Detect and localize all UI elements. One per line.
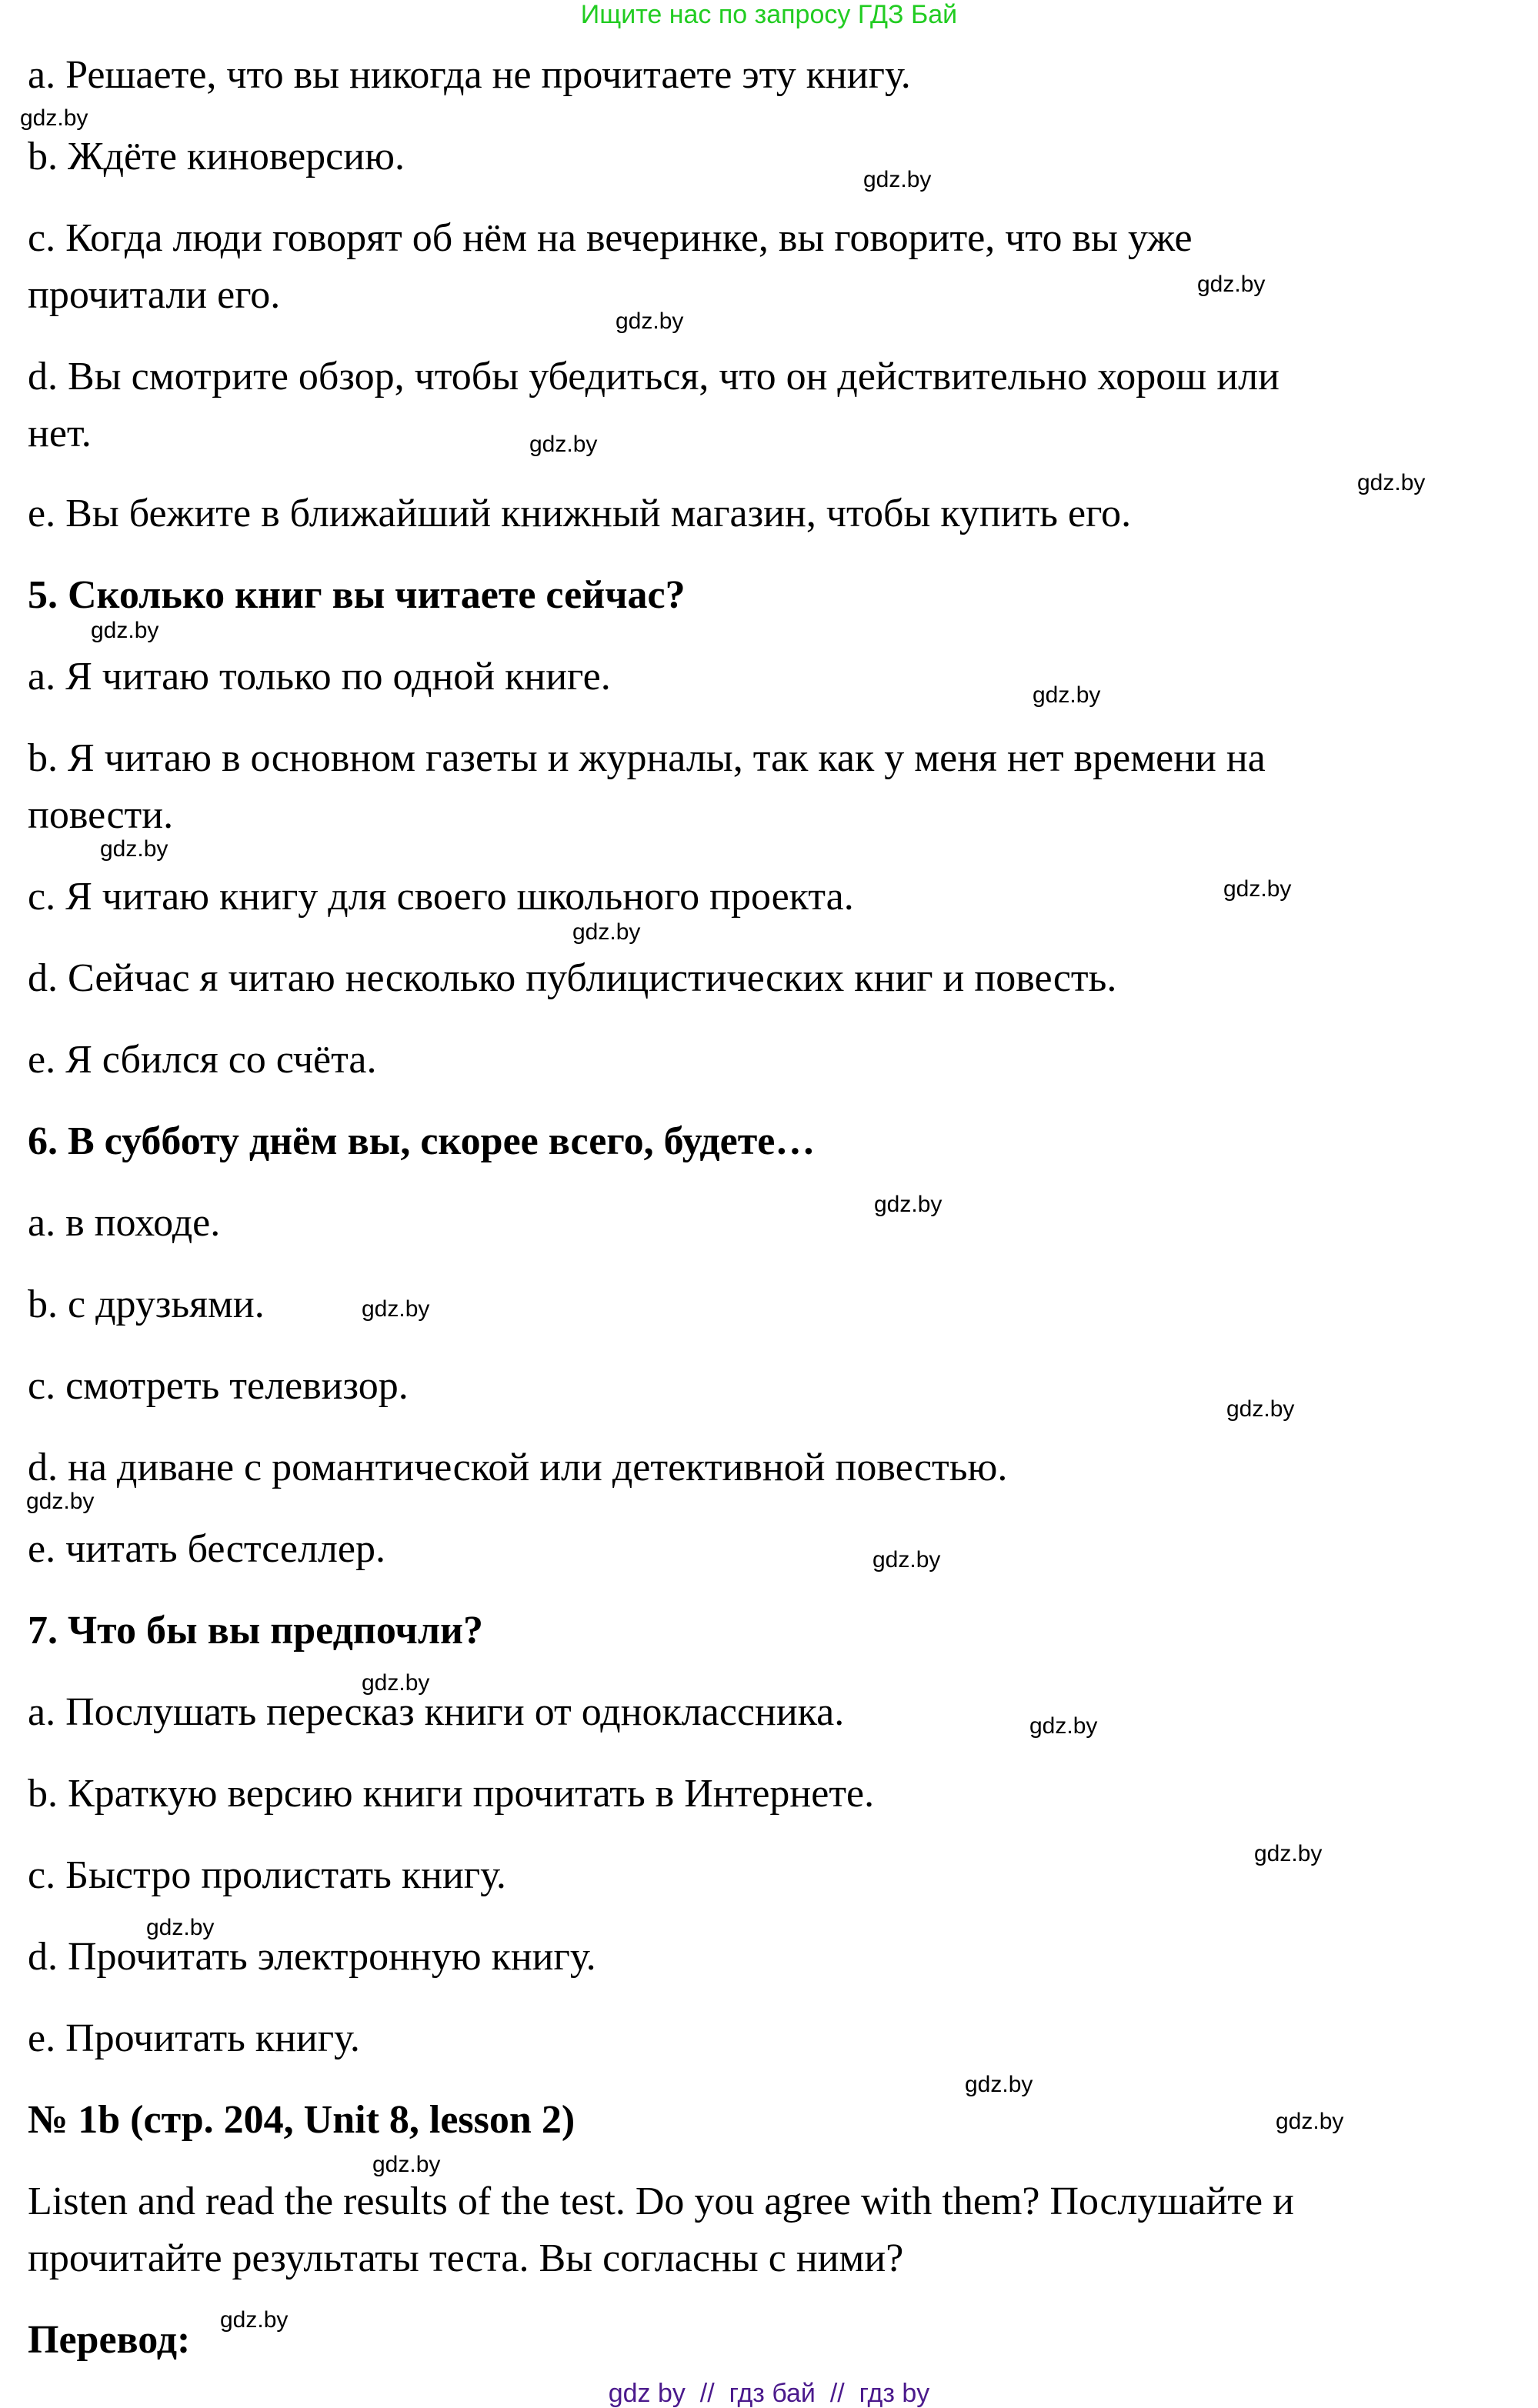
text-line: прочитали его. — [28, 273, 281, 317]
watermark-text: gdz.by — [372, 2152, 441, 2177]
text-line: прочитайте результаты теста. Вы согласны с ними? — [28, 2236, 904, 2280]
text-line: e. Я сбился со счёта. — [28, 1038, 377, 1082]
watermark-text: gdz.by — [965, 2072, 1033, 2097]
text-line: d. Вы смотрите обзор, чтобы убедиться, что он действительно хорош или — [28, 355, 1279, 399]
watermark-text: gdz.by — [20, 105, 88, 131]
watermark-text: gdz.by — [1276, 2109, 1344, 2134]
text-line: повести. — [28, 793, 174, 837]
watermark-text: gdz.by — [1029, 1713, 1098, 1739]
text-line: b. Краткую версию книги прочитать в Интернете. — [28, 1772, 875, 1816]
watermark-text: gdz.by — [146, 1915, 215, 1940]
text-line: нет. — [28, 412, 92, 455]
text-line: a. Я читаю только по одной книге. — [28, 655, 611, 699]
watermark-text: gdz.by — [220, 2307, 289, 2333]
watermark-text: gdz.by — [863, 167, 932, 192]
text-line: e. Прочитать книгу. — [28, 2016, 360, 2060]
section-heading: 5. Сколько книг вы читаете сейчас? — [28, 573, 686, 617]
text-line: a. в походе. — [28, 1201, 221, 1245]
watermark-text: gdz.by — [91, 618, 159, 643]
section-heading: 7. Что бы вы предпочли? — [28, 1609, 483, 1653]
text-line: c. Когда люди говорят об нём на вечеринке, вы говорите, что вы уже — [28, 216, 1193, 260]
text-line: c. смотреть телевизор. — [28, 1364, 409, 1408]
text-line: e. читать бестселлер. — [28, 1527, 385, 1571]
text-line: b. с друзьями. — [28, 1282, 265, 1326]
watermark-text: gdz.by — [1226, 1396, 1295, 1422]
watermark-text: gdz.by — [1254, 1841, 1323, 1866]
section-heading: № 1b (стр. 204, Unit 8, lesson 2) — [28, 2098, 575, 2142]
text-line: d. Прочитать электронную книгу. — [28, 1935, 596, 1979]
header-banner: Ищите нас по запросу ГДЗ Бай — [580, 0, 958, 29]
text-line: b. Ждёте киноверсию. — [28, 135, 405, 178]
text-line: b. Я читаю в основном газеты и журналы, так как у меня нет времени на — [28, 736, 1266, 780]
footer-banner: gdz by // гдз бай // гдз by — [608, 2379, 930, 2408]
watermark-text: gdz.by — [100, 836, 168, 862]
text-line: d. Сейчас я читаю несколько публицистических книг и повесть. — [28, 956, 1117, 1000]
watermark-text: gdz.by — [1223, 876, 1292, 902]
watermark-text: gdz.by — [616, 309, 684, 334]
watermark-text: gdz.by — [572, 919, 641, 945]
text-line: a. Решаете, что вы никогда не прочитаете эту книгу. — [28, 53, 911, 97]
text-line: a. Послушать пересказ книги от одноклассника. — [28, 1690, 845, 1734]
watermark-text: gdz.by — [1197, 272, 1266, 297]
section-heading: Перевод: — [28, 2318, 191, 2362]
watermark-text: gdz.by — [1033, 682, 1101, 708]
section-heading: 6. В субботу днём вы, скорее всего, будете… — [28, 1119, 816, 1163]
watermark-text: gdz.by — [1357, 470, 1426, 495]
watermark-text: gdz.by — [874, 1192, 942, 1217]
text-line: c. Быстро пролистать книгу. — [28, 1853, 506, 1897]
watermark-text: gdz.by — [362, 1296, 430, 1322]
text-line: d. на диване с романтической или детективной повестью. — [28, 1446, 1008, 1489]
watermark-text: gdz.by — [362, 1670, 430, 1696]
watermark-text: gdz.by — [872, 1547, 941, 1573]
watermark-text: gdz.by — [529, 432, 598, 457]
text-line: e. Вы бежите в ближайший книжный магазин, чтобы купить его. — [28, 492, 1132, 535]
text-line: c. Я читаю книгу для своего школьного проекта. — [28, 875, 854, 919]
watermark-text: gdz.by — [26, 1489, 95, 1514]
text-line: Listen and read the results of the test. Do you agree with them? Послушайте и — [28, 2180, 1294, 2223]
